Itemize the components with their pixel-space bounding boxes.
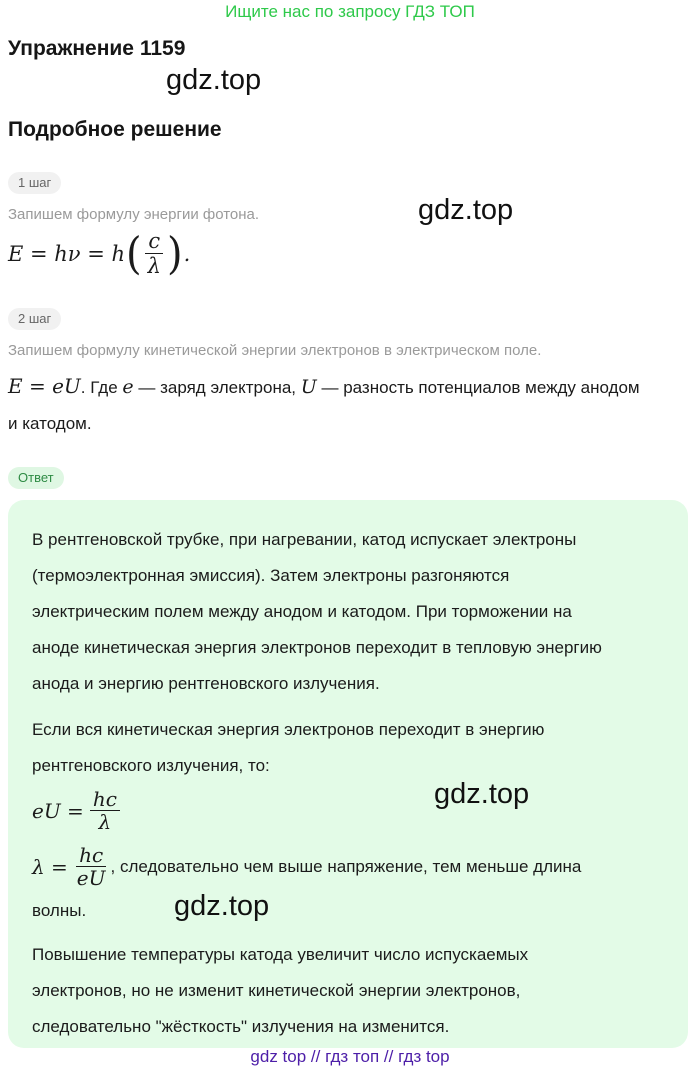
watermark: gdz.top [418,194,514,226]
answer-line: Повышение температуры катода увеличит число испускаемых [32,945,529,964]
symbol-u: U [300,376,317,398]
formula-eu-hc-lambda [32,788,122,834]
answer-line: (термоэлектронная эмиссия). Затем электроны разгоняются [32,566,510,585]
text-part: . Где [80,378,123,397]
search-banner[interactable]: Ищите нас по запросу ГДЗ ТОП [225,2,475,21]
step-1-badge: 1 шаг [8,172,61,194]
fraction [145,230,164,278]
paren-open: ( [126,228,142,280]
answer-paragraph-1 [32,522,602,702]
answer-line: Если вся кинетическая энергия электронов переходит в энергию [32,720,545,739]
text-part: — заряд электрона, [133,378,301,397]
formula-e-eu: E = eU [8,374,81,398]
numerator: c [145,230,163,254]
formula-left: E = hν = h [8,242,126,267]
step-2-hint: Запишем формулу кинетической энергии электронов в электрическом поле. [8,342,542,359]
watermark: gdz.top [174,890,270,922]
denominator: λ [98,810,112,834]
answer-line: электрическим полем между анодом и катодом. При торможении на [32,602,572,621]
step-2-badge: 2 шаг [8,308,61,330]
fraction [74,844,109,890]
answer-line: следовательно "жёсткость" излучения на изменится. [32,1017,450,1036]
answer-line: анода и энергию рентгеновского излучения. [32,674,380,693]
formula-left: λ = [32,855,68,879]
answer-line: В рентгеновской трубке, при нагревании, катод испускает электроны [32,530,577,549]
step-1-hint: Запишем формулу энергии фотона. [8,206,260,223]
text-part: — разность потенциалов между анодом [316,378,640,397]
answer-line: аноде кинетическая энергия электронов переходит в тепловую энергию [32,638,602,657]
answer-paragraph-2 [32,712,544,784]
symbol-e: e [122,376,134,398]
step-2-line-1 [8,368,640,406]
answer-paragraph-3 [32,937,528,1045]
exercise-title: Упражнение 1159 [8,37,186,60]
paren-close: ) [166,228,183,280]
formula-lambda [32,844,581,890]
numerator: hc [90,788,120,811]
solution-heading: Подробное решение [8,118,222,141]
fraction [90,788,120,834]
step-2-line-2: и катодом. [8,414,92,433]
answer-line: электронов, но не изменит кинетической энергии электронов, [32,981,521,1000]
watermark: gdz.top [434,778,530,810]
numerator: hc [76,844,106,867]
formula-comment: , следовательно чем выше напряжение, тем меньше длина [110,857,582,876]
watermark: gdz.top [166,64,262,96]
formula-end: . [183,242,191,267]
answer-line: рентгеновского излучения, то: [32,756,270,775]
formula-left: eU = [32,799,84,823]
denominator: λ [147,254,161,279]
photon-energy-formula [8,230,190,278]
denominator: eU [76,866,106,890]
answer-line: волны. [32,901,87,920]
footer-watermark: gdz top // гдз топ // гдз top [250,1047,450,1066]
answer-badge: Ответ [8,467,64,489]
